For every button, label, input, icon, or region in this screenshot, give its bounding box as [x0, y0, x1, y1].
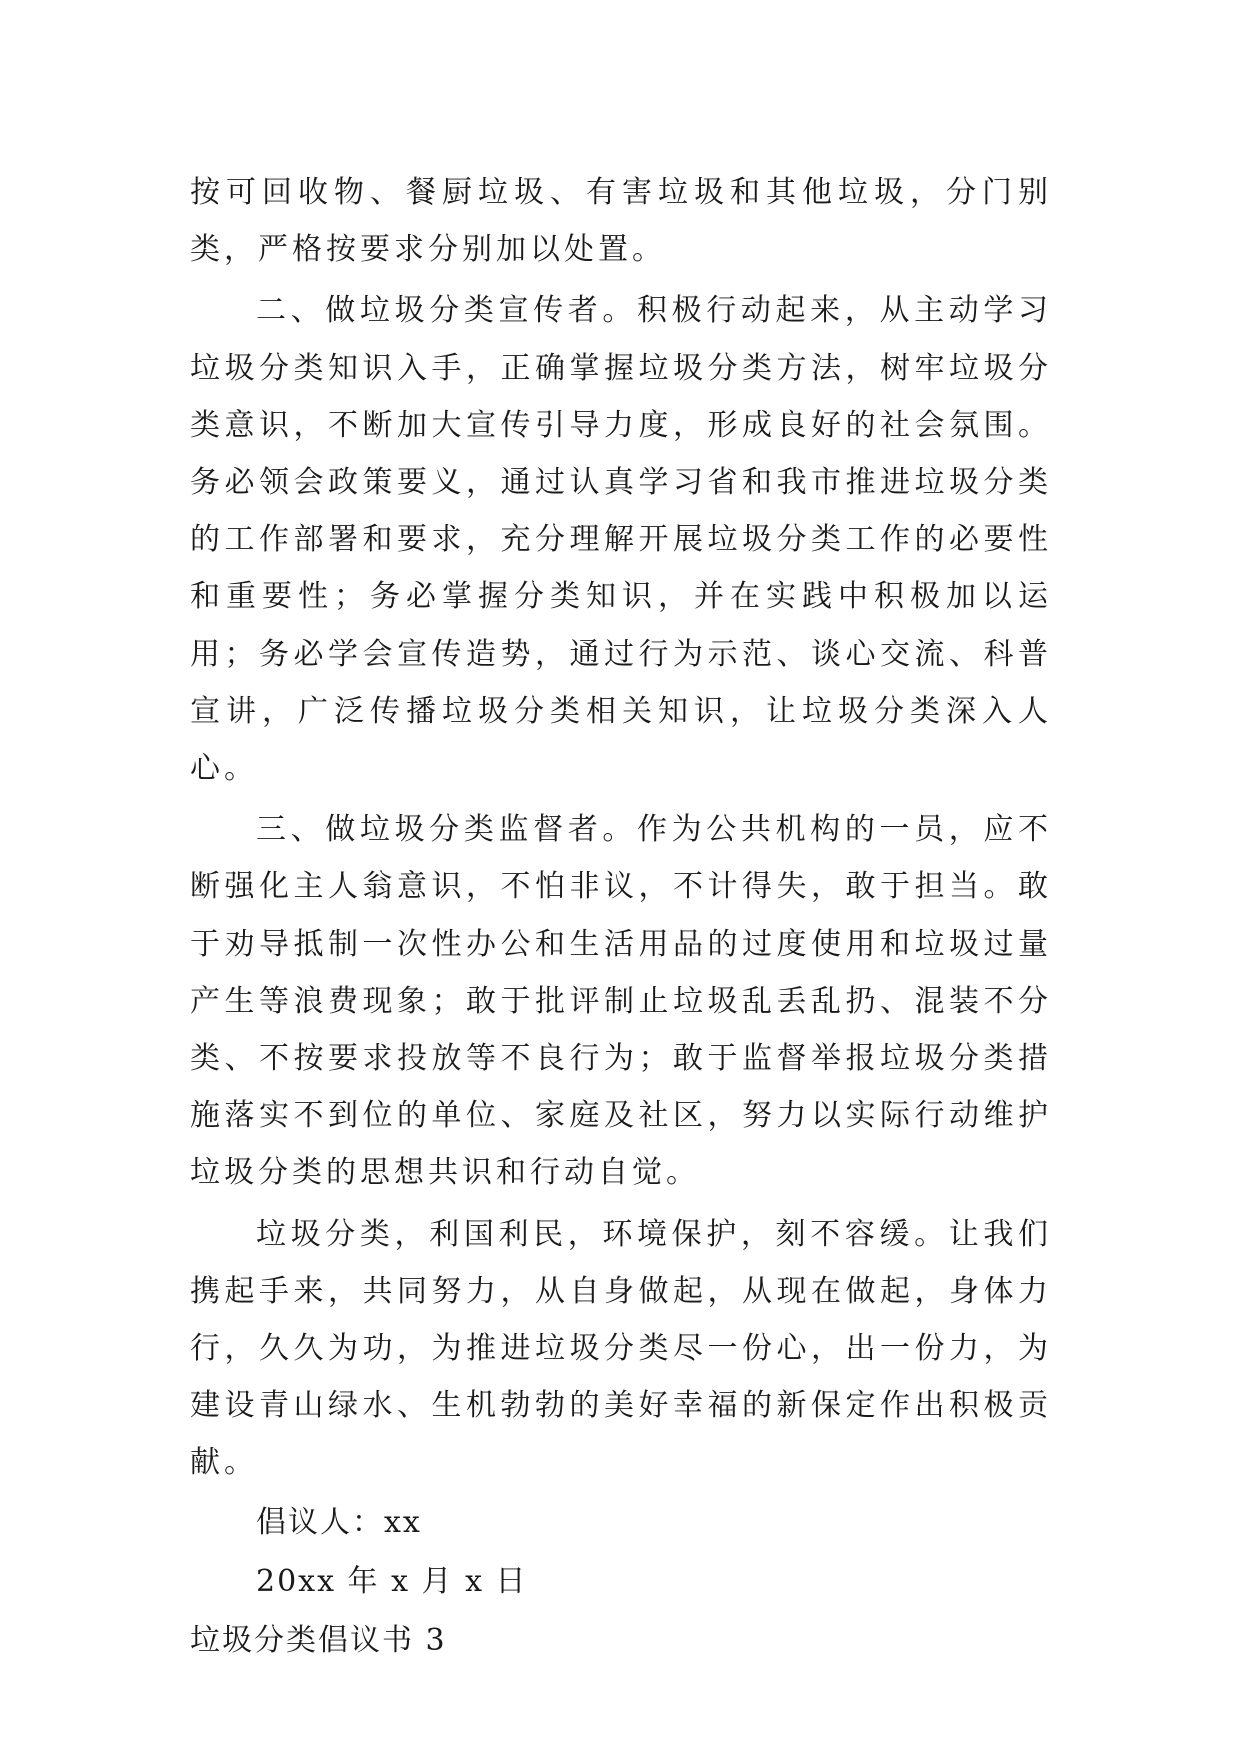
paragraph-continued: 按可回收物、餐厨垃圾、有害垃圾和其他垃圾，分门别类，严格按要求分别加以处置。 — [190, 175, 1052, 268]
paragraph-publicity: 二、做垃圾分类宣传者。积极行动起来，从主动学习垃圾分类知识入手，正确掌握垃圾分类方法，树牢垃圾分类意识，不断加大宣传引导力度，形成良好的社会氛围。务必领会政策要义，通过认真学习省和我市推进垃圾分类的工作部署和要求，充分理解开展垃圾分类工作的必要性和重要性；务必掌握分类知识，并在实践中积极加以运用；务必学会宣传造势，通过行为示范、谈心交流、科普宣讲，广泛传播垃圾分类相关知识，让垃圾分类深入人心。 — [190, 293, 1052, 787]
paragraph-supervision: 三、做垃圾分类监督者。作为公共机构的一员，应不断强化主人翁意识，不怕非议，不计得失，敢于担当。敢于劝导抵制一次性办公和生活用品的过度使用和垃圾过量产生等浪费现象；敢于批评制止垃圾乱丢乱扔、混装不分类、不按要求投放等不良行为；敢于监督举报垃圾分类措施落实不到位的单位、家庭及社区，努力以实际行动维护垃圾分类的思想共识和行动自觉。 — [190, 812, 1052, 1191]
paragraph-conclusion: 垃圾分类，利国利民，环境保护，刻不容缓。让我们携起手来，共同努力，从自身做起，从现在做起，身体力行，久久为功，为推进垃圾分类尽一份心，出一份力，为建设青山绿水、生机勃勃的美好幸福的新保定作出积极贡献。 — [190, 1216, 1052, 1481]
signatory-line: 倡议人：xx — [256, 1504, 422, 1540]
document-body — [190, 164, 1052, 1669]
section-heading: 垃圾分类倡议书 3 — [190, 1623, 447, 1659]
date-line: 20xx 年 x 月 x 日 — [256, 1563, 528, 1599]
